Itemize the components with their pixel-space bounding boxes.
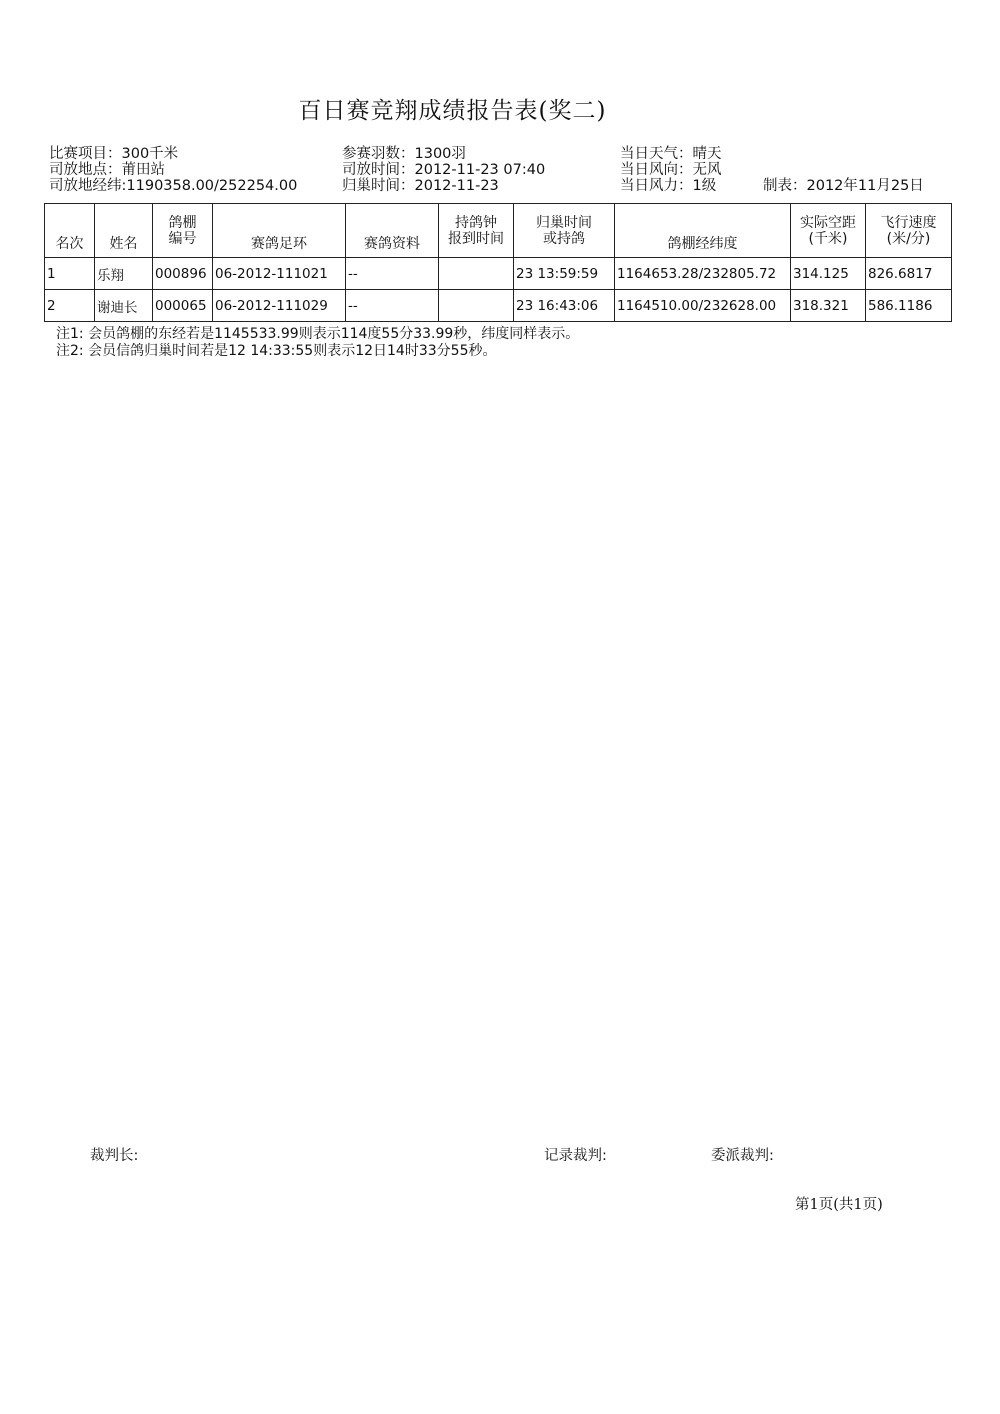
header-clock-time-line1: 持鸽钟 bbox=[455, 214, 497, 231]
cell-distance: 314.125 bbox=[791, 258, 866, 290]
cell-clock-time bbox=[439, 290, 514, 322]
cell-return-time: 23 13:59:59 bbox=[514, 258, 615, 290]
return-time-value: 2012-11-23 bbox=[414, 178, 499, 194]
release-coords-label: 司放地经纬: bbox=[49, 178, 127, 194]
weather-label: 当日天气： bbox=[620, 146, 693, 162]
cell-name: 谢迪长 bbox=[95, 290, 153, 322]
wind-direction-value: 无风 bbox=[692, 162, 722, 178]
cell-loft-coords: 1164653.28/232805.72 bbox=[615, 258, 791, 290]
header-return-time-line2: 或持鸽 bbox=[543, 230, 585, 247]
note-2: 注2: 会员信鸽归巢时间若是12 14:33:55则表示12日14时33分55秒。 bbox=[56, 343, 497, 359]
release-place-value: 莆田站 bbox=[121, 162, 165, 178]
header-clock-time bbox=[439, 204, 514, 258]
record-referee-label: 记录裁判: bbox=[544, 1148, 607, 1164]
cell-name: 乐翔 bbox=[95, 258, 153, 290]
header-name bbox=[95, 204, 153, 258]
return-time-label: 归巢时间： bbox=[342, 178, 415, 194]
entry-count-info bbox=[342, 146, 466, 163]
header-distance-line1: 实际空距 bbox=[800, 214, 856, 231]
header-rank-text: 名次 bbox=[55, 236, 84, 252]
page-number: 第1页(共1页) bbox=[795, 1197, 883, 1213]
event-info bbox=[49, 146, 178, 163]
wind-force-info bbox=[620, 178, 716, 195]
entry-count-value: 1300羽 bbox=[414, 146, 466, 162]
header-clock-time-line2: 报到时间 bbox=[448, 230, 504, 247]
table-row bbox=[45, 258, 952, 290]
header-return-time bbox=[514, 204, 615, 258]
header-speed-line2: (米/分) bbox=[886, 230, 931, 247]
header-speed-line1: 飞行速度 bbox=[880, 214, 937, 231]
report-title: 百日赛竞翔成绩报告表(奖二) bbox=[298, 98, 607, 124]
release-time-value: 2012-11-23 07:40 bbox=[414, 162, 546, 178]
header-return-time-line1: 归巢时间 bbox=[536, 214, 592, 231]
release-time-info bbox=[342, 162, 545, 179]
made-date-value: 2012年11月25日 bbox=[806, 178, 924, 194]
cell-loft-coords: 1164510.00/232628.00 bbox=[615, 290, 791, 322]
entry-count-label: 参赛羽数： bbox=[342, 146, 415, 162]
header-distance-line2: (千米) bbox=[808, 230, 848, 247]
wind-direction-label: 当日风向： bbox=[620, 162, 693, 178]
release-coords-info bbox=[49, 178, 297, 195]
note-1: 注1: 会员鸽棚的东经若是1145533.99则表示114度55分33.99秒，纬度同样表示。 bbox=[56, 326, 580, 342]
release-place-info bbox=[49, 162, 165, 179]
wind-direction-info bbox=[620, 162, 722, 179]
event-label: 比赛项目： bbox=[49, 146, 122, 162]
release-time-label: 司放时间： bbox=[342, 162, 415, 178]
table-header-row bbox=[45, 204, 952, 258]
cell-rank: 2 bbox=[45, 290, 95, 322]
header-loft-id-line2: 编号 bbox=[168, 230, 197, 247]
header-loft-id-line1: 鸽棚 bbox=[168, 214, 197, 231]
made-date-label: 制表： bbox=[763, 178, 807, 194]
cell-speed: 826.6817 bbox=[866, 258, 952, 290]
cell-pigeon-info: -- bbox=[346, 258, 439, 290]
table-row bbox=[45, 290, 952, 322]
event-value: 300千米 bbox=[121, 146, 179, 162]
assigned-referee-label: 委派裁判: bbox=[711, 1148, 774, 1164]
cell-return-time: 23 16:43:06 bbox=[514, 290, 615, 322]
cell-distance: 318.321 bbox=[791, 290, 866, 322]
weather-info bbox=[620, 146, 722, 163]
cell-ring: 06-2012-111021 bbox=[213, 258, 346, 290]
header-ring bbox=[213, 204, 346, 258]
cell-pigeon-info: -- bbox=[346, 290, 439, 322]
made-date-info bbox=[763, 178, 924, 195]
cell-clock-time bbox=[439, 258, 514, 290]
header-pigeon-info-text: 赛鸽资料 bbox=[364, 236, 420, 252]
cell-loft-id: 000896 bbox=[153, 258, 213, 290]
wind-force-value: 1级 bbox=[692, 178, 717, 194]
header-name-text: 姓名 bbox=[109, 236, 138, 252]
header-ring-text: 赛鸽足环 bbox=[251, 236, 307, 252]
header-loft-coords-text: 鸽棚经纬度 bbox=[667, 236, 738, 252]
cell-rank: 1 bbox=[45, 258, 95, 290]
cell-speed: 586.1186 bbox=[866, 290, 952, 322]
results-table bbox=[44, 203, 952, 322]
header-rank bbox=[45, 204, 95, 258]
header-loft-coords bbox=[615, 204, 791, 258]
cell-ring: 06-2012-111029 bbox=[213, 290, 346, 322]
chief-referee-label: 裁判长: bbox=[90, 1148, 139, 1164]
release-place-label: 司放地点： bbox=[49, 162, 122, 178]
release-coords-value: 1190358.00/252254.00 bbox=[126, 178, 298, 194]
wind-force-label: 当日风力： bbox=[620, 178, 693, 194]
return-time-info bbox=[342, 178, 499, 195]
header-distance bbox=[791, 204, 866, 258]
header-loft-id bbox=[153, 204, 213, 258]
header-pigeon-info bbox=[346, 204, 439, 258]
header-speed bbox=[866, 204, 952, 258]
weather-value: 晴天 bbox=[692, 146, 722, 162]
cell-loft-id: 000065 bbox=[153, 290, 213, 322]
